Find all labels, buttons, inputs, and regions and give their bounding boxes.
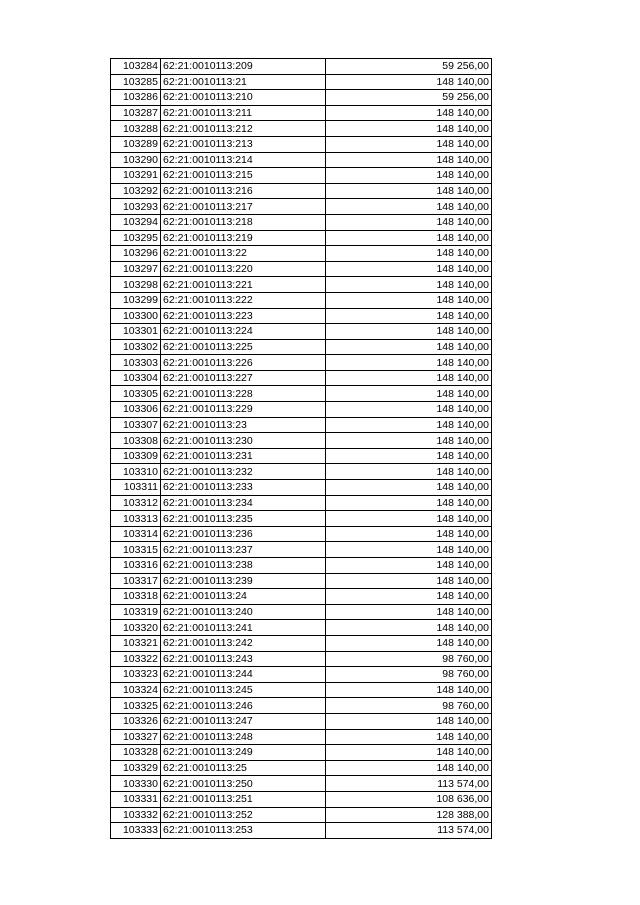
value-cell: 148 140,00 — [326, 136, 492, 152]
table-row — [111, 355, 492, 371]
value-cell: 108 636,00 — [326, 791, 492, 807]
row-id-cell: 103308 — [111, 433, 161, 449]
cadastral-number-cell: 62:21:0010113:250 — [161, 776, 326, 792]
row-id-cell: 103294 — [111, 214, 161, 230]
row-id-cell: 103290 — [111, 152, 161, 168]
row-id-cell: 103325 — [111, 698, 161, 714]
table-row — [111, 620, 492, 636]
value-cell: 148 140,00 — [326, 526, 492, 542]
value-cell: 148 140,00 — [326, 105, 492, 121]
row-id-cell: 103310 — [111, 464, 161, 480]
cadastral-number-cell: 62:21:0010113:224 — [161, 324, 326, 340]
value-cell: 148 140,00 — [326, 370, 492, 386]
value-cell: 148 140,00 — [326, 121, 492, 137]
value-cell: 148 140,00 — [326, 324, 492, 340]
row-id-cell: 103299 — [111, 292, 161, 308]
value-cell: 59 256,00 — [326, 59, 492, 75]
cadastral-number-cell: 62:21:0010113:211 — [161, 105, 326, 121]
value-cell: 148 140,00 — [326, 417, 492, 433]
table-row — [111, 417, 492, 433]
row-id-cell: 103323 — [111, 667, 161, 683]
cadastral-number-cell: 62:21:0010113:25 — [161, 760, 326, 776]
cadastral-number-cell: 62:21:0010113:217 — [161, 199, 326, 215]
value-cell: 98 760,00 — [326, 651, 492, 667]
cadastral-number-cell: 62:21:0010113:230 — [161, 433, 326, 449]
cadastral-number-cell: 62:21:0010113:214 — [161, 152, 326, 168]
table-row — [111, 433, 492, 449]
cadastral-number-cell: 62:21:0010113:229 — [161, 402, 326, 418]
cadastral-number-cell: 62:21:0010113:248 — [161, 729, 326, 745]
cadastral-number-cell: 62:21:0010113:233 — [161, 480, 326, 496]
table-row — [111, 105, 492, 121]
table-row — [111, 745, 492, 761]
value-cell: 148 140,00 — [326, 308, 492, 324]
value-cell: 148 140,00 — [326, 355, 492, 371]
row-id-cell: 103289 — [111, 136, 161, 152]
row-id-cell: 103314 — [111, 526, 161, 542]
table-row — [111, 635, 492, 651]
value-cell: 148 140,00 — [326, 620, 492, 636]
value-cell: 148 140,00 — [326, 604, 492, 620]
row-id-cell: 103301 — [111, 324, 161, 340]
table-row — [111, 214, 492, 230]
cadastral-number-cell: 62:21:0010113:222 — [161, 292, 326, 308]
row-id-cell: 103328 — [111, 745, 161, 761]
cadastral-number-cell: 62:21:0010113:253 — [161, 823, 326, 839]
value-cell: 148 140,00 — [326, 74, 492, 90]
value-cell: 148 140,00 — [326, 448, 492, 464]
table-row — [111, 292, 492, 308]
value-cell: 148 140,00 — [326, 713, 492, 729]
cadastral-number-cell: 62:21:0010113:210 — [161, 90, 326, 106]
value-cell: 148 140,00 — [326, 402, 492, 418]
cadastral-number-cell: 62:21:0010113:228 — [161, 386, 326, 402]
value-cell: 98 760,00 — [326, 667, 492, 683]
row-id-cell: 103315 — [111, 542, 161, 558]
table-row — [111, 589, 492, 605]
row-id-cell: 103293 — [111, 199, 161, 215]
cadastral-number-cell: 62:21:0010113:225 — [161, 339, 326, 355]
table-row — [111, 448, 492, 464]
row-id-cell: 103317 — [111, 573, 161, 589]
cadastral-number-cell: 62:21:0010113:226 — [161, 355, 326, 371]
table-row — [111, 183, 492, 199]
cadastral-number-cell: 62:21:0010113:239 — [161, 573, 326, 589]
row-id-cell: 103298 — [111, 277, 161, 293]
cadastral-number-cell: 62:21:0010113:218 — [161, 214, 326, 230]
row-id-cell: 103316 — [111, 558, 161, 574]
table-row — [111, 464, 492, 480]
value-cell: 148 140,00 — [326, 558, 492, 574]
cadastral-number-cell: 62:21:0010113:246 — [161, 698, 326, 714]
row-id-cell: 103326 — [111, 713, 161, 729]
row-id-cell: 103329 — [111, 760, 161, 776]
row-id-cell: 103307 — [111, 417, 161, 433]
table-row — [111, 604, 492, 620]
value-cell: 148 140,00 — [326, 386, 492, 402]
table-row — [111, 308, 492, 324]
table-row — [111, 698, 492, 714]
cadastral-number-cell: 62:21:0010113:235 — [161, 511, 326, 527]
value-cell: 98 760,00 — [326, 698, 492, 714]
cadastral-number-cell: 62:21:0010113:240 — [161, 604, 326, 620]
row-id-cell: 103313 — [111, 511, 161, 527]
data-table — [110, 58, 492, 839]
table-row — [111, 495, 492, 511]
row-id-cell: 103320 — [111, 620, 161, 636]
row-id-cell: 103303 — [111, 355, 161, 371]
value-cell: 148 140,00 — [326, 183, 492, 199]
table-row — [111, 261, 492, 277]
row-id-cell: 103295 — [111, 230, 161, 246]
cadastral-number-cell: 62:21:0010113:251 — [161, 791, 326, 807]
row-id-cell: 103322 — [111, 651, 161, 667]
table-row — [111, 807, 492, 823]
row-id-cell: 103297 — [111, 261, 161, 277]
cadastral-number-cell: 62:21:0010113:237 — [161, 542, 326, 558]
value-cell: 59 256,00 — [326, 90, 492, 106]
row-id-cell: 103327 — [111, 729, 161, 745]
value-cell: 148 140,00 — [326, 682, 492, 698]
row-id-cell: 103318 — [111, 589, 161, 605]
value-cell: 148 140,00 — [326, 573, 492, 589]
table-row — [111, 651, 492, 667]
cadastral-number-cell: 62:21:0010113:24 — [161, 589, 326, 605]
table-row — [111, 402, 492, 418]
row-id-cell: 103312 — [111, 495, 161, 511]
table-row — [111, 324, 492, 340]
row-id-cell: 103309 — [111, 448, 161, 464]
table-row — [111, 480, 492, 496]
table-row — [111, 168, 492, 184]
cadastral-number-cell: 62:21:0010113:238 — [161, 558, 326, 574]
table-row — [111, 230, 492, 246]
value-cell: 148 140,00 — [326, 760, 492, 776]
value-cell: 148 140,00 — [326, 511, 492, 527]
value-cell: 113 574,00 — [326, 823, 492, 839]
cadastral-number-cell: 62:21:0010113:223 — [161, 308, 326, 324]
table-row — [111, 59, 492, 75]
value-cell: 148 140,00 — [326, 464, 492, 480]
cadastral-number-cell: 62:21:0010113:227 — [161, 370, 326, 386]
table-row — [111, 74, 492, 90]
table-row — [111, 511, 492, 527]
row-id-cell: 103300 — [111, 308, 161, 324]
row-id-cell: 103302 — [111, 339, 161, 355]
row-id-cell: 103333 — [111, 823, 161, 839]
row-id-cell: 103304 — [111, 370, 161, 386]
table-row — [111, 339, 492, 355]
row-id-cell: 103305 — [111, 386, 161, 402]
table-row — [111, 776, 492, 792]
cadastral-number-cell: 62:21:0010113:232 — [161, 464, 326, 480]
table-row — [111, 136, 492, 152]
value-cell: 148 140,00 — [326, 433, 492, 449]
value-cell: 148 140,00 — [326, 729, 492, 745]
table-row — [111, 152, 492, 168]
table-row — [111, 199, 492, 215]
cadastral-number-cell: 62:21:0010113:236 — [161, 526, 326, 542]
value-cell: 148 140,00 — [326, 339, 492, 355]
value-cell: 148 140,00 — [326, 495, 492, 511]
cadastral-number-cell: 62:21:0010113:22 — [161, 246, 326, 262]
cadastral-number-cell: 62:21:0010113:245 — [161, 682, 326, 698]
cadastral-number-cell: 62:21:0010113:252 — [161, 807, 326, 823]
cadastral-number-cell: 62:21:0010113:242 — [161, 635, 326, 651]
row-id-cell: 103332 — [111, 807, 161, 823]
value-cell: 148 140,00 — [326, 277, 492, 293]
cadastral-number-cell: 62:21:0010113:21 — [161, 74, 326, 90]
cadastral-number-cell: 62:21:0010113:247 — [161, 713, 326, 729]
table-row — [111, 386, 492, 402]
value-cell: 148 140,00 — [326, 152, 492, 168]
row-id-cell: 103331 — [111, 791, 161, 807]
row-id-cell: 103292 — [111, 183, 161, 199]
row-id-cell: 103284 — [111, 59, 161, 75]
table-row — [111, 760, 492, 776]
value-cell: 148 140,00 — [326, 589, 492, 605]
cadastral-number-cell: 62:21:0010113:220 — [161, 261, 326, 277]
value-cell: 148 140,00 — [326, 542, 492, 558]
cadastral-number-cell: 62:21:0010113:213 — [161, 136, 326, 152]
value-cell: 148 140,00 — [326, 635, 492, 651]
table-row — [111, 791, 492, 807]
row-id-cell: 103287 — [111, 105, 161, 121]
cadastral-number-cell: 62:21:0010113:221 — [161, 277, 326, 293]
table-row — [111, 370, 492, 386]
cadastral-number-cell: 62:21:0010113:244 — [161, 667, 326, 683]
row-id-cell: 103285 — [111, 74, 161, 90]
cadastral-number-cell: 62:21:0010113:219 — [161, 230, 326, 246]
row-id-cell: 103291 — [111, 168, 161, 184]
value-cell: 148 140,00 — [326, 261, 492, 277]
table-row — [111, 121, 492, 137]
cadastral-number-cell: 62:21:0010113:23 — [161, 417, 326, 433]
cadastral-number-cell: 62:21:0010113:243 — [161, 651, 326, 667]
value-cell: 148 140,00 — [326, 246, 492, 262]
value-cell: 148 140,00 — [326, 199, 492, 215]
table-row — [111, 667, 492, 683]
table-row — [111, 823, 492, 839]
value-cell: 148 140,00 — [326, 480, 492, 496]
row-id-cell: 103330 — [111, 776, 161, 792]
table-row — [111, 713, 492, 729]
value-cell: 148 140,00 — [326, 230, 492, 246]
table-row — [111, 526, 492, 542]
table-row — [111, 558, 492, 574]
value-cell: 148 140,00 — [326, 292, 492, 308]
table-row — [111, 246, 492, 262]
row-id-cell: 103296 — [111, 246, 161, 262]
value-cell: 148 140,00 — [326, 214, 492, 230]
cadastral-number-cell: 62:21:0010113:249 — [161, 745, 326, 761]
cadastral-number-cell: 62:21:0010113:212 — [161, 121, 326, 137]
table-row — [111, 682, 492, 698]
value-cell: 148 140,00 — [326, 745, 492, 761]
cadastral-number-cell: 62:21:0010113:241 — [161, 620, 326, 636]
value-cell: 113 574,00 — [326, 776, 492, 792]
table-row — [111, 573, 492, 589]
table-row — [111, 729, 492, 745]
row-id-cell: 103288 — [111, 121, 161, 137]
row-id-cell: 103321 — [111, 635, 161, 651]
cadastral-number-cell: 62:21:0010113:216 — [161, 183, 326, 199]
cadastral-number-cell: 62:21:0010113:234 — [161, 495, 326, 511]
cadastral-number-cell: 62:21:0010113:209 — [161, 59, 326, 75]
row-id-cell: 103324 — [111, 682, 161, 698]
table-row — [111, 277, 492, 293]
cadastral-number-cell: 62:21:0010113:215 — [161, 168, 326, 184]
table-body — [111, 59, 492, 839]
row-id-cell: 103286 — [111, 90, 161, 106]
value-cell: 148 140,00 — [326, 168, 492, 184]
cadastral-number-cell: 62:21:0010113:231 — [161, 448, 326, 464]
row-id-cell: 103311 — [111, 480, 161, 496]
table-row — [111, 542, 492, 558]
table-row — [111, 90, 492, 106]
value-cell: 128 388,00 — [326, 807, 492, 823]
row-id-cell: 103319 — [111, 604, 161, 620]
row-id-cell: 103306 — [111, 402, 161, 418]
